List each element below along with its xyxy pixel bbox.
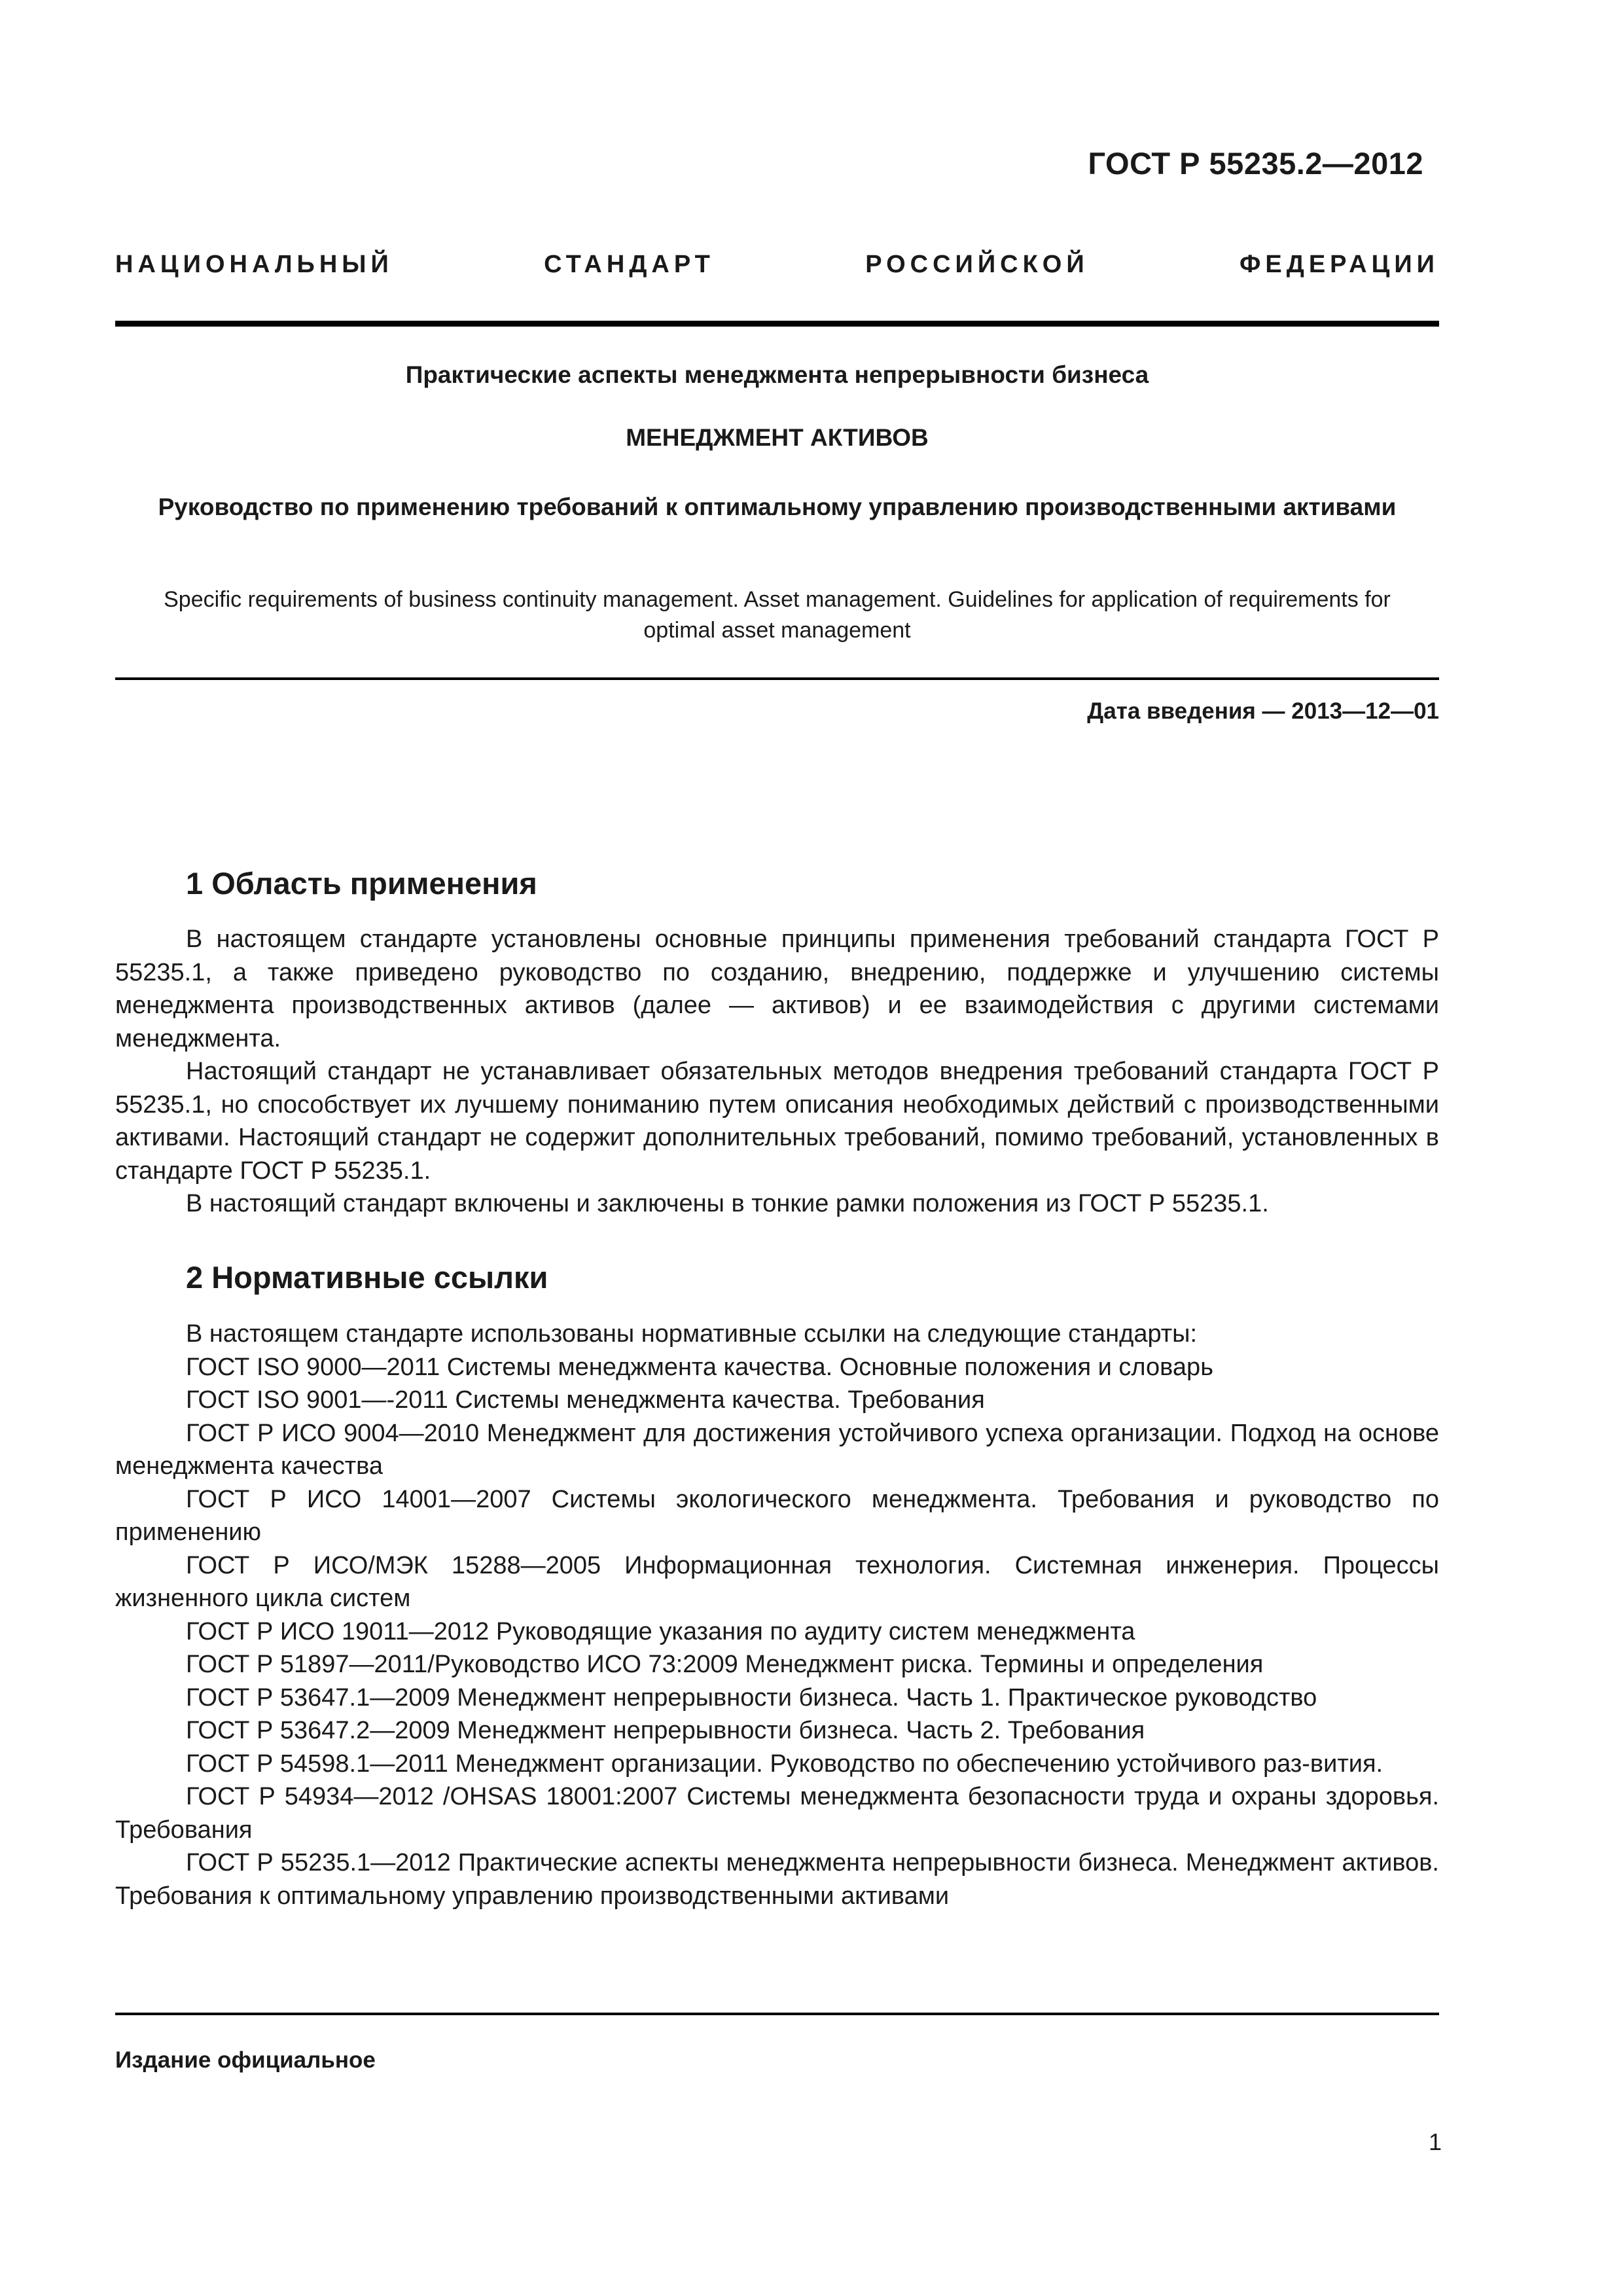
page-number: 1	[1428, 2128, 1442, 2155]
introduction-date: Дата введения — 2013—12—01	[1087, 698, 1439, 724]
reference-item: ГОСТ Р ИСО 19011—2012 Руководящие указания по аудиту систем менеджмента	[186, 1617, 1135, 1645]
reference-item: ГОСТ Р 51897—2011/Руководство ИСО 73:2009 Менеджмент риска. Термины и определения	[186, 1651, 1264, 1678]
main-title: МЕНЕДЖМЕНТ АКТИВОВ	[626, 424, 929, 451]
section-body-references	[115, 1318, 1439, 1912]
section-body-scope	[115, 923, 1439, 1221]
reference-item: ГОСТ Р 55235.1—2012 Практические аспекты менеджмента непрерывности бизнеса. Менеджмент активов. Требования к оптимальному управлению производственными активами	[115, 1849, 1439, 1910]
footer-divider	[115, 2013, 1439, 2015]
national-standard-banner: НАЦИОНАЛЬНЫЙ СТАНДАРТ РОССИЙСКОЙ ФЕДЕРАЦИИ	[115, 251, 1439, 278]
reference-item: ГОСТ ISO 9000—2011 Системы менеджмента качества. Основные положения и словарь	[186, 1353, 1213, 1381]
section-heading-references: 2 Нормативные ссылки	[186, 1260, 548, 1295]
paragraph: В настоящем стандарте использованы нормативные ссылки на следующие стандарты:	[186, 1320, 1198, 1348]
reference-item: ГОСТ Р ИСО 9004—2010 Менеджмент для достижения устойчивого успеха организации. Подход на основе менеджмента качества	[115, 1419, 1439, 1480]
official-edition-label: Издание официальное	[115, 2047, 376, 2073]
paragraph: В настоящем стандарте установлены основные принципы применения требований стандарта ГОСТ Р 55235.1, а также приведено руководство по созданию, внедрению, поддержке и улучшению системы менеджмента производственных активов (далее — активов) и ее взаимодействия с другими системами менеджмента.	[115, 925, 1439, 1052]
reference-item: ГОСТ Р 53647.2—2009 Менеджмент непрерывности бизнеса. Часть 2. Требования	[186, 1717, 1145, 1744]
english-title: Specific requirements of business continuity management. Asset management. Guidelines for application of requirements for optimal asset management	[164, 587, 1391, 643]
paragraph: В настоящий стандарт включены и заключены в тонкие рамки положения из ГОСТ Р 55235.1.	[186, 1190, 1269, 1217]
reference-item: ГОСТ Р 54598.1—2011 Менеджмент организации. Руководство по обеспечению устойчивого раз-вития.	[186, 1749, 1383, 1778]
reference-item: ГОСТ Р 53647.1—2009 Менеджмент непрерывности бизнеса. Часть 1. Практическое руководство	[186, 1683, 1317, 1712]
reference-item: ГОСТ ISO 9001—-2011 Системы менеджмента качества. Требования	[186, 1386, 985, 1414]
section-heading-scope: 1 Область применения	[186, 866, 537, 901]
document-number: ГОСТ Р 55235.2—2012	[1088, 146, 1423, 181]
subtitle: Руководство по применению требований к оптимальному управлению производственными активами	[158, 493, 1397, 520]
reference-item: ГОСТ Р ИСО 14001—2007 Системы экологического менеджмента. Требования и руководство по применению	[115, 1485, 1439, 1546]
title-divider	[115, 677, 1439, 680]
reference-item: ГОСТ Р ИСО/МЭК 15288—2005 Информационная технология. Системная инженерия. Процессы жизненного цикла систем	[115, 1551, 1439, 1612]
reference-item: ГОСТ Р 54934—2012 /OHSAS 18001:2007 Системы менеджмента безопасности труда и охраны здоровья. Требования	[115, 1783, 1439, 1844]
series-title: Практические аспекты менеджмента непрерывности бизнеса	[405, 361, 1149, 388]
paragraph: Настоящий стандарт не устанавливает обязательных методов внедрения требований стандарта ГОСТ Р 55235.1, но способствует их лучшему пониманию путем описания необходимых действий с производственными активами. Настоящий стандарт не содержит дополнительных требований, помимо требований, установленных в стандарте ГОСТ Р 55235.1.	[115, 1058, 1439, 1185]
top-divider	[115, 321, 1439, 327]
